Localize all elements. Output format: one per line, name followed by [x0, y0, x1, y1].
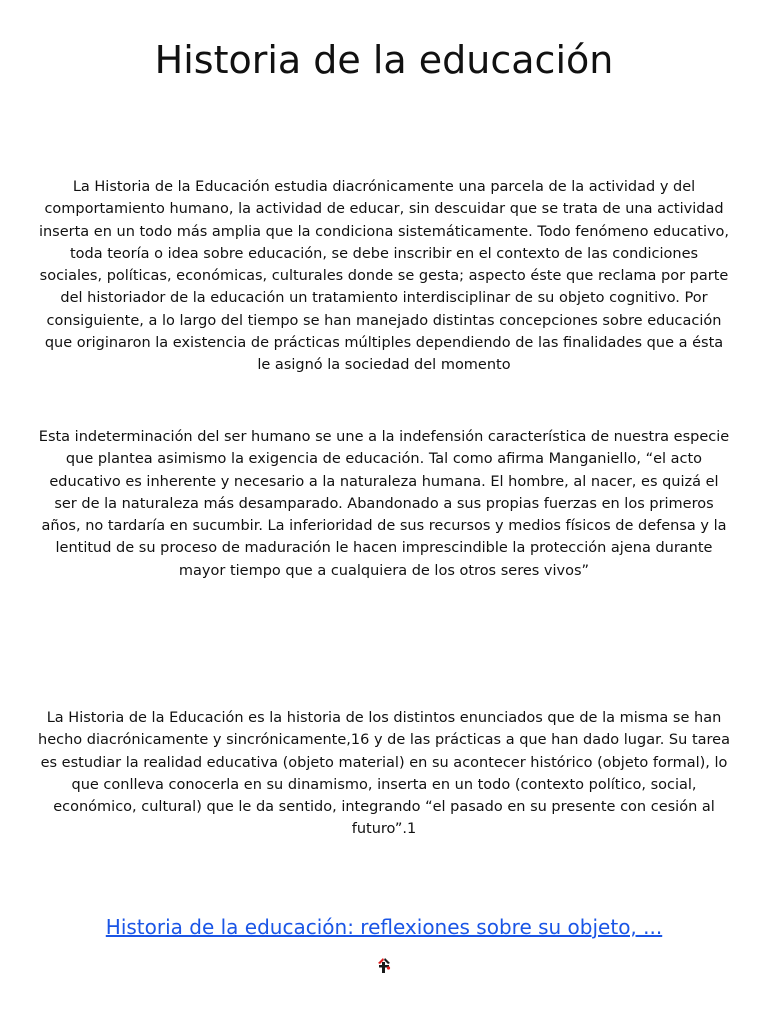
paragraph-intro: La Historia de la Educación estudia diacrónicamente una parcela de la actividad y del comportamiento humano, la actividad de educar, sin descuidar que se trata de una actividad inserta en un todo más amplia que la condiciona sistemáticamente. Todo fenómeno educativo, toda teoría o idea sobre educación, se debe inscribir en el contexto de las condiciones sociales, políticas, económicas, culturales donde se gesta; aspecto éste que reclama por parte del historiador de la educación un tratamiento interdisciplinar de su objeto cognitivo. Por consiguiente, a lo largo del tiempo se han manejado distintas concepciones sobre educación que originaron la existencia de prácticas múltiples dependiendo de las finalidades que a ésta le asignó la sociedad del momento — [38, 179, 730, 374]
site-favicon-icon — [376, 956, 392, 974]
source-link-container — [0, 912, 768, 942]
paragraph-definicion: La Historia de la Educación es la historia de los distintos enunciados que de la misma se han hecho diacrónicamente y sincrónicamente,16 y de las prácticas a que han dado lugar. Su tarea es estudiar la realidad educativa (objeto material) en su acontecer histórico (objeto formal), lo que conlleva conocerla en su dinamismo, inserta en un todo (contexto político, social, económico, cultural) que le da sentido, integrando “el pasado en su presente con cesión al futuro”.1 — [38, 710, 730, 838]
paragraph-indeterminacion: Esta indeterminación del ser humano se une a la indefensión característica de nuestra especie que plantea asimismo la exigencia de educación. Tal como afirma Manganiello, “el acto educativo es inherente y necesario a la naturaleza humana. El hombre, al nacer, es quizá el ser de la naturaleza más desamparado. Abandonado a sus propias fuerzas en los primeros años, no tardaría en sucumbir. La inferioridad de sus recursos y medios físicos de defensa y la lentitud de su proceso de maduración le hacen imprescindible la protección ajena durante mayor tiempo que a cualquiera de los otros seres vivos” — [38, 429, 730, 579]
source-link[interactable]: Historia de la educación: reflexiones sobre su objeto, ... — [105, 915, 663, 939]
page-title: Historia de la educación — [154, 38, 614, 82]
